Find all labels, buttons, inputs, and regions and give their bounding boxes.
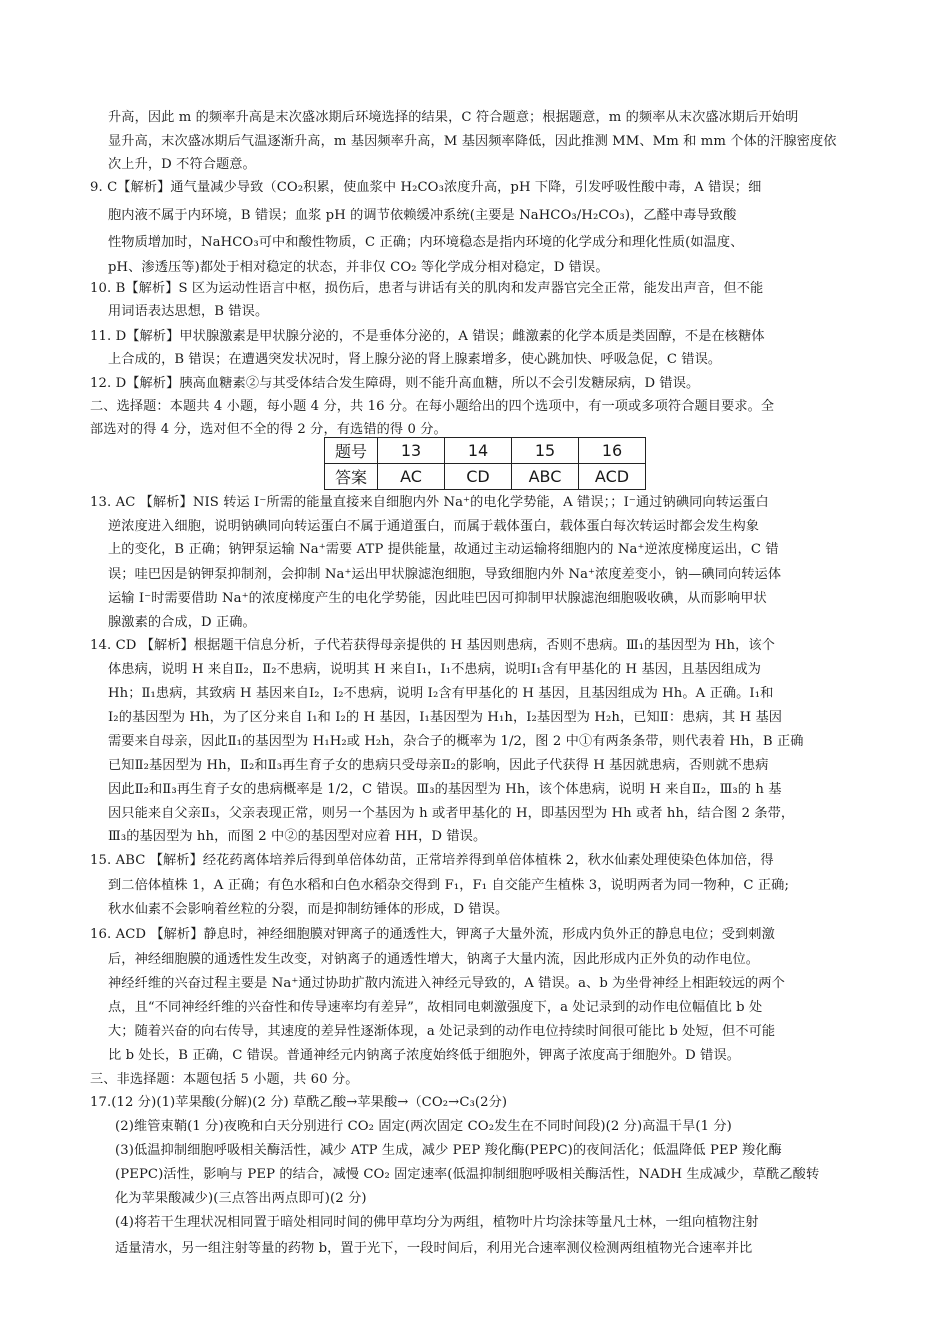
text-line: 逆浓度进入细胞，说明钠碘同向转运蛋白不属于通道蛋白，而属于载体蛋白，载体蛋白每次转运时都会发生构象 xyxy=(108,519,760,534)
text-line: 秋水仙素不会影响着丝粒的分裂，而是抑制纺锤体的形成，D 错误。 xyxy=(108,902,509,917)
table-cell: 16 xyxy=(579,438,646,464)
text-line: 点，且“不同神经纤维的兴奋性和传导速率均有差异”，故相同电刺激强度下，a 处记录到的动作电位幅值比 b 处 xyxy=(108,1000,763,1015)
text-line: 部选对的得 4 分，选对但不全的得 2 分，有选错的得 0 分。 xyxy=(90,422,447,437)
text-line: 11. D【解析】甲状腺激素是甲状腺分泌的，不是垂体分泌的，A 错误；雌激素的化学本质是类固醇，不是在核糖体 xyxy=(90,329,765,344)
text-line: 14. CD 【解析】根据题干信息分析，子代若获得母亲提供的 H 基因则患病，否则不患病。Ⅲ₁的基因型为 Hh，该个 xyxy=(90,638,775,653)
table-cell: 15 xyxy=(512,438,579,464)
answer-table-header-row xyxy=(325,438,646,464)
text-line: 到二倍体植株 1，A 正确；有色水稻和白色水稻杂交得到 F₁，F₁ 自交能产生植株 3，说明两者为同一物种，C 正确; xyxy=(108,878,790,893)
text-line: 体患病，说明 H 来自Ⅱ₂，Ⅱ₂不患病，说明其 H 来自Ⅰ₁，Ⅰ₁不患病，说明Ⅰ₁含有甲基化的 H 基因，且基因组成为 xyxy=(108,662,762,677)
text-line: 上的变化，B 正确；钠钾泵运输 Na⁺需要 ATP 提供能量，故通过主动运输将细胞内的 Na⁺逆浓度梯度运出，C 错 xyxy=(108,542,779,557)
text-line: 升高，因此 m 的频率升高是末次盛冰期后环境选择的结果，C 符合题意；根据题意，m 的频率从末次盛冰期后开始明 xyxy=(108,110,799,125)
text-line: 胞内液不属于内环境，B 错误；血浆 pH 的调节依赖缓冲系统(主要是 NaHCO₃/H₂CO₃)，乙醛中毒导致酸 xyxy=(108,208,737,223)
text-line: 16. ACD 【解析】静息时，神经细胞膜对钾离子的通透性大，钾离子大量外流，形成内负外正的静息电位；受到刺激 xyxy=(90,927,775,942)
text-line: 因只能来自父亲Ⅱ₃，父亲表现正常，则另一个基因为 h 或者甲基化的 H，即基因型为 Hh 或者 hh，结合图 2 条带， xyxy=(108,806,795,821)
table-cell: 答案 xyxy=(325,464,378,490)
text-line: 比 b 处长，B 正确，C 错误。普通神经元内钠离子浓度始终低于细胞外，钾离子浓度高于细胞外。D 错误。 xyxy=(108,1048,741,1063)
text-line: 12. D【解析】胰高血糖素②与其受体结合发生障碍，则不能升高血糖，所以不会引发糖尿病，D 错误。 xyxy=(90,376,700,391)
text-line: pH、渗透压等)都处于相对稳定的状态，并非仅 CO₂ 等化学成分相对稳定，D 错误。 xyxy=(108,260,609,275)
text-line: 误；哇巴因是钠钾泵抑制剂，会抑制 Na⁺运出甲状腺滤泡细胞，导致细胞内外 Na⁺浓度差变小，钠—碘同向转运体 xyxy=(108,567,782,582)
text-line: 13. AC 【解析】NIS 转运 I⁻所需的能量直接来自细胞内外 Na⁺的电化学势能，A 错误；；I⁻通过钠碘同向转运蛋白 xyxy=(90,495,769,510)
table-cell: 题号 xyxy=(325,438,378,464)
text-line: 神经纤维的兴奋过程主要是 Na⁺通过协助扩散内流进入神经元导致的，A 错误。a、b 为坐骨神经上相距较远的两个 xyxy=(108,976,785,991)
text-line: 需要来自母亲，因此Ⅱ₁的基因型为 H₁H₂或 H₂h，杂合子的概率为 1/2，图 2 中①有两条条带，则代表着 Hh，B 正确 xyxy=(108,734,804,749)
text-line: 后，神经细胞膜的通透性发生改变，对钠离子的通透性增大，钠离子大量内流，因此形成内正外负的动作电位。 xyxy=(108,952,760,967)
text-line: 化为苹果酸减少)(三点答出两点即可)(2 分) xyxy=(115,1191,367,1206)
text-line: 大；随着兴奋的向右传导，其速度的差异性逐渐体现，a 处记录到的动作电位持续时间很可能比 b 处短，但不可能 xyxy=(108,1024,776,1039)
text-line: 性物质增加时，NaHCO₃可中和酸性物质，C 正确；内环境稳态是指内环境的化学成分和理化性质(如温度、 xyxy=(108,235,744,250)
text-line: 次上升，D 不符合题意。 xyxy=(108,157,256,172)
text-line: 运输 I⁻时需要借助 Na⁺的浓度梯度产生的电化学势能，因此哇巴因可抑制甲状腺滤泡细胞吸收碘，从而影响甲状 xyxy=(108,591,767,606)
text-line: 9. C【解析】通气量减少导致（CO₂积累，使血浆中 H₂CO₃浓度升高，pH 下降，引发呼吸性酸中毒，A 错误；细 xyxy=(90,180,762,195)
text-line: Ⅲ₃的基因型为 hh，而图 2 中②的基因型对应着 HH，D 错误。 xyxy=(108,829,487,844)
answer-table-answer-row xyxy=(325,464,646,490)
table-cell: ABC xyxy=(512,464,579,490)
text-line: 15. ABC 【解析】经花药离体培养后得到单倍体幼苗，正常培养得到单倍体植株 2，秋水仙素处理使染色体加倍，得 xyxy=(90,853,774,868)
text-line: I₂的基因型为 Hh，为了区分来自 I₁和 I₂的 H 基因，I₁基因型为 H₁h，I₂基因型为 H₂h，已知Ⅱ：患病，其 H 基因 xyxy=(108,710,783,725)
text-line: 10. B【解析】S 区为运动性语言中枢，损伤后，患者与讲话有关的肌肉和发声器官完全正常，能发出声音，但不能 xyxy=(90,281,764,296)
text-line: (4)将若干生理状况相同置于暗处相同时间的佛甲草均分为两组，植物叶片均涂抹等量凡士林，一组向植物注射 xyxy=(115,1215,759,1230)
text-line: 二、选择题：本题共 4 小题，每小题 4 分，共 16 分。在每小题给出的四个选项中，有一项或多项符合题目要求。全 xyxy=(90,399,775,414)
text-line: (3)低温抑制细胞呼吸相关酶活性，减少 ATP 生成，减少 PEP 羧化酶(PEPC)的夜间活化；低温降低 PEP 羧化酶 xyxy=(115,1143,782,1158)
text-line: Hh；Ⅱ₁患病，其致病 H 基因来自Ⅰ₂，I₂不患病，说明 I₂含有甲基化的 H 基因，且基因组成为 Hh。A 正确。I₁和 xyxy=(108,686,774,701)
text-line: 上合成的，B 错误；在遭遇突发状况时，肾上腺分泌的肾上腺素增多，使心跳加快、呼吸急促，C 错误。 xyxy=(108,352,722,367)
table-cell: CD xyxy=(445,464,512,490)
text-line: (2)维管束鞘(1 分)夜晚和白天分别进行 CO₂ 固定(两次固定 CO₂发生在不同时间段)(2 分)高温干旱(1 分) xyxy=(115,1119,732,1134)
text-line: 已知Ⅱ₂基因型为 Hh，Ⅱ₂和Ⅱ₃再生育子女的患病只受母亲Ⅱ₂的影响，因此子代获得 H 基因就患病，否则就不患病 xyxy=(108,758,769,773)
table-cell: AC xyxy=(378,464,445,490)
table-cell: 14 xyxy=(445,438,512,464)
text-line: 腺激素的合成，D 正确。 xyxy=(108,615,256,630)
text-line: (PEPC)活性，影响与 PEP 的结合，减慢 CO₂ 固定速率(低温抑制细胞呼吸相关酶活性，NADH 生成减少，草酰乙酸转 xyxy=(115,1167,820,1182)
text-line: 适量清水，另一组注射等量的药物 b，置于光下，一段时间后，利用光合速率测仪检测两组植物光合速率并比 xyxy=(115,1241,753,1256)
table-cell: 13 xyxy=(378,438,445,464)
text-line: 三、非选择题：本题包括 5 小题，共 60 分。 xyxy=(90,1072,359,1087)
table-cell: ACD xyxy=(579,464,646,490)
text-line: 17.(12 分)(1)苹果酸(分解)(2 分) 草酰乙酸→苹果酸→（CO₂→C₃(2分) xyxy=(90,1095,508,1110)
text-line: 显升高，末次盛冰期后气温逐渐升高，m 基因频率升高，M 基因频率降低，因此推测 MM、Mm 和 mm 个体的汗腺密度依 xyxy=(108,134,837,149)
text-line: 用词语表达思想，B 错误。 xyxy=(108,304,269,319)
answer-table xyxy=(324,437,646,490)
text-line: 因此Ⅱ₂和Ⅱ₃再生育子女的患病概率是 1/2，C 错误。Ⅲ₃的基因型为 Hh，该个体患病，说明 H 来自Ⅱ₂，Ⅲ₃的 h 基 xyxy=(108,782,782,797)
